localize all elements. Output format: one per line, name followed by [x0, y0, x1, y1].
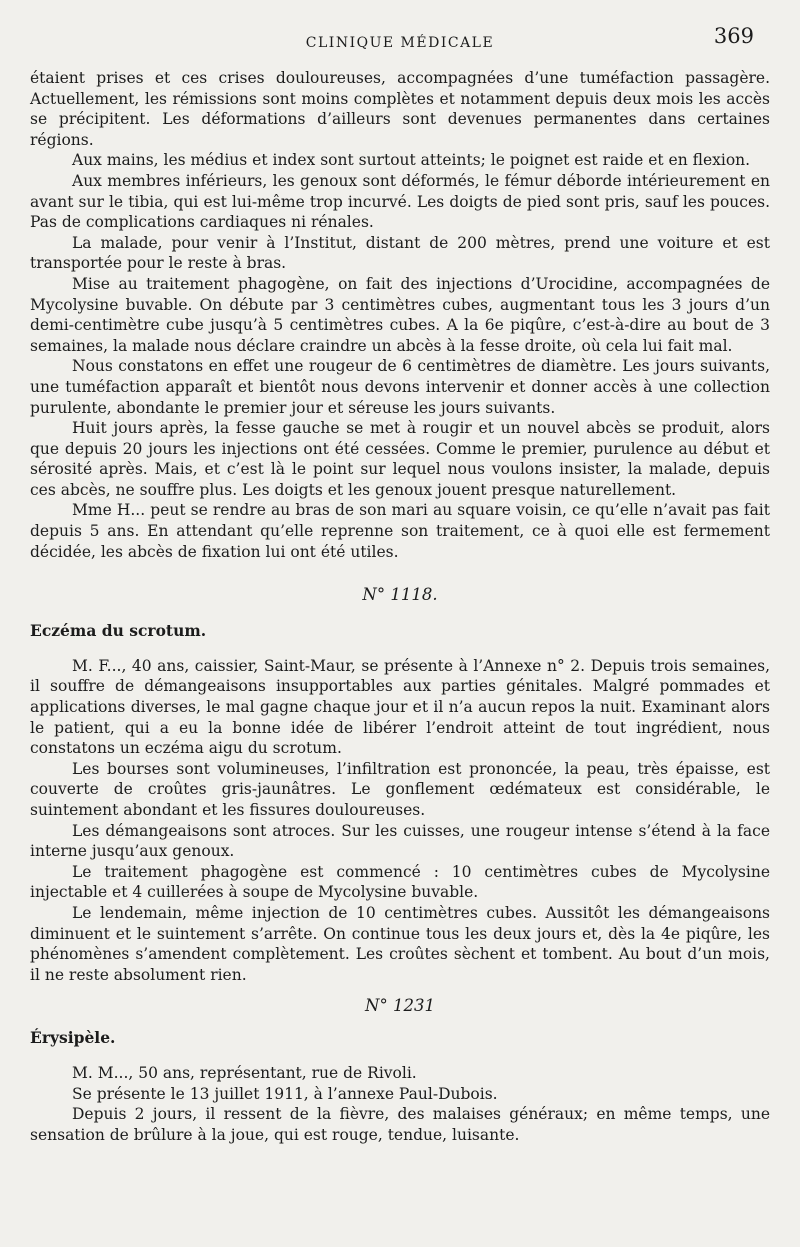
paragraph: La malade, pour venir à l’Institut, distant de 200 mètres, prend une voiture et est transportée pour le reste à bras.	[30, 233, 770, 273]
section-title-eczema: Eczéma du scrotum.	[30, 621, 207, 641]
paragraph: Mise au traitement phagogène, on fait des injections d’Urocidine, accompagnées de Mycolysine buvable. On débute par 3 centimètres cubes, augmentant tous les 3 jours d’un demi-centimètre cube jusqu’à 5 centimètres cubes. A la 6e piqûre, c’est-à-dire au bout de 3 semaines, la malade nous déclare craindre un abcès à la fesse droite, où cela lui fait mal.	[30, 274, 770, 355]
paragraph: Les bourses sont volumineuses, l’infiltration est prononcée, la peau, très épaisse, est couverte de croûtes gris-jaunâtres. Le gonflement œdémateux est considérable, le suintement abondant et les fissures douloureuses.	[30, 759, 770, 819]
paragraph: Nous constatons en effet une rougeur de 6 centimètres de diamètre. Les jours suivants, une tuméfaction apparaît et bientôt nous devons intervenir et donner accès à une collection purulente, abondante le premier jour et séreuse les jours suivants.	[30, 357, 770, 417]
body-text	[30, 68, 770, 1145]
running-title: CLINIQUE MÉDICALE	[305, 35, 495, 51]
page-header	[30, 22, 770, 56]
paragraph: M. F..., 40 ans, caissier, Saint-Maur, se présente à l’Annexe n° 2. Depuis trois semaines, il souffre de démangeaisons insupportables aux parties génitales. Malgré pommades et applications diverses, le mal gagne chaque jour et il n’a aucun repos la nuit. Examinant alors le patient, qui a eu la bonne idée de libérer l’endroit atteint de tout ingrédient, nous constatons un eczéma aigu du scrotum.	[30, 656, 770, 758]
paragraph: M. M..., 50 ans, représentant, rue de Rivoli.	[72, 1063, 417, 1082]
paragraph: étaient prises et ces crises douloureuses, accompagnées d’une tuméfaction passagère. Actuellement, les rémissions sont moins complètes et notamment depuis deux mois les accès se précipitent. Les déformations d’ailleurs sont devenues permanentes dans certaines régions.	[30, 69, 770, 149]
paragraph: Le lendemain, même injection de 10 centimètres cubes. Aussitôt les démangeaisons diminuent et le suintement s’arrête. On continue tous les deux jours et, dès la 4e piqûre, les phénomènes s’amendent complètement. Les croûtes sèchent et tombent. Au bout d’un mois, il ne reste absolument rien.	[30, 903, 770, 984]
paragraph: Aux membres inférieurs, les genoux sont déformés, le fémur déborde intérieurement en avant sur le tibia, qui est lui-même trop incurvé. Les doigts de pied sont pris, sauf les pouces. Pas de complications cardiaques ni rénales.	[30, 171, 770, 232]
case-number-1231: N° 1231	[365, 996, 435, 1016]
paragraph: Huit jours après, la fesse gauche se met à rougir et un nouvel abcès se produit, alors que depuis 20 jours les injections ont été cessées. Comme le premier, purulence au début et sérosité après. Mais, et c’est là le point sur lequel nous voulons insister, la malade, depuis ces abcès, ne souffre plus. Les doigts et les genoux jouent presque naturellement.	[30, 419, 770, 499]
paragraph: Se présente le 13 juillet 1911, à l’annexe Paul-Dubois.	[72, 1084, 498, 1103]
paragraph: Le traitement phagogène est commencé : 10 centimètres cubes de Mycolysine injectable et 4 cuillerées à soupe de Mycolysine buvable.	[30, 862, 770, 902]
page-number: 369	[713, 24, 754, 48]
paragraph: Aux mains, les médius et index sont surtout atteints; le poignet est raide et en flexion.	[72, 151, 751, 170]
page	[30, 22, 770, 1145]
paragraph: Depuis 2 jours, il ressent de la fièvre, des malaises généraux; en même temps, une sensation de brûlure à la joue, qui est rouge, tendue, luisante.	[30, 1105, 770, 1144]
paragraph: Mme H... peut se rendre au bras de son mari au square voisin, ce qu’elle n’avait pas fait depuis 5 ans. En attendant qu’elle reprenne son traitement, ce à quoi elle est fermement décidée, les abcès de fixation lui ont été utiles.	[30, 501, 770, 561]
paragraph: Les démangeaisons sont atroces. Sur les cuisses, une rougeur intense s’étend à la face interne jusqu’aux genoux.	[30, 821, 770, 861]
section-title-erysipele: Érysipèle.	[30, 1028, 116, 1048]
case-number-1118: N° 1118.	[362, 585, 438, 605]
